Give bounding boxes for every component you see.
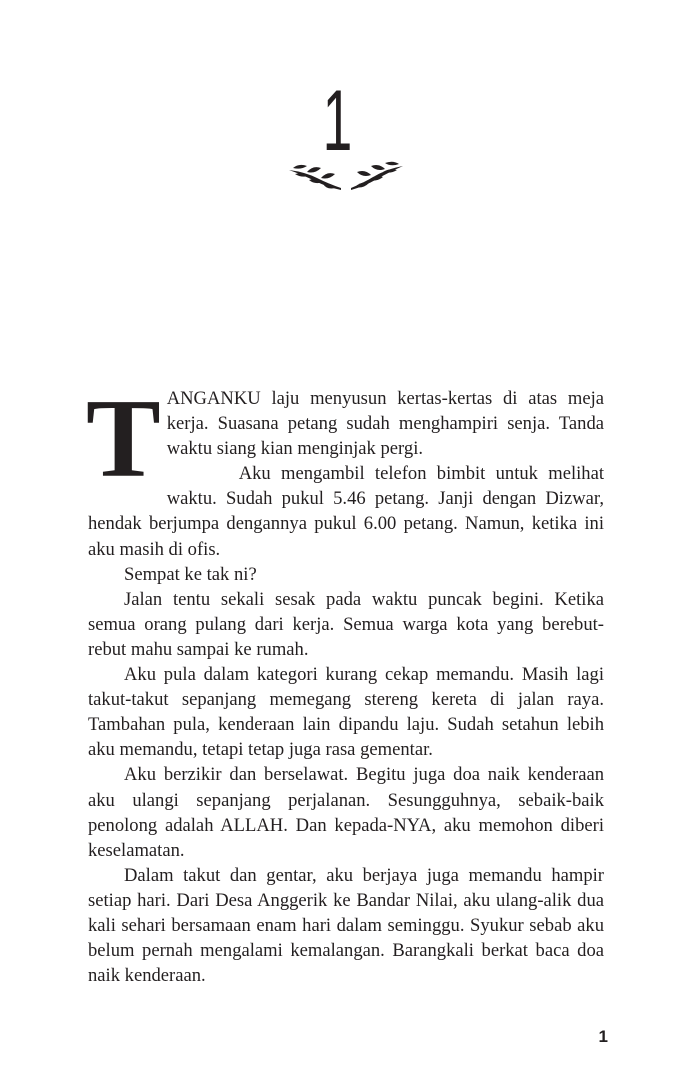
- paragraph: Aku pula dalam kategori kurang cekap memandu. Masih lagi takut-takut sepanjang memegang stereng kereta di jalan raya. Tambahan pula, kenderaan lain dipandu laju. Sudah setahun lebih aku memandu, tetapi tetap juga rasa gementar.: [88, 664, 604, 761]
- paragraph: Jalan tentu sekali sesak pada waktu puncak begini. Ketika semua orang pulang dari kerja. Semua warga kota yang berebut-rebut mahu sampai ke rumah.: [88, 588, 604, 660]
- paragraph: TANGANKU laju menyusun kertas-kertas di atas meja kerja. Suasana petang sudah menghampiri senja. Tanda waktu siang kian menginjak pergi.: [86, 377, 604, 501]
- chapter-text: [86, 377, 604, 988]
- paragraph: Dalam takut dan gentar, aku berjaya juga memandu hampir setiap hari. Dari Desa Anggerik ke Bandar Nilai, aku ulang-alik dua kali sehari bersamaan enam hari dalam seminggu. Syukur sebab aku belum pernah mengalami kemalangan. Barangkali berkat baca doa naik kenderaan.: [88, 864, 604, 987]
- paragraph: Aku mengambil telefon bimbit untuk melihat waktu. Sudah pukul 5.46 petang. Janji dengan Dizwar, hendak berjumpa dengannya pukul 6.00 petang. Namun, ketika ini aku masih di ofis.: [88, 463, 604, 560]
- paragraph: Aku berzikir dan berselawat. Begitu juga doa naik kenderaan aku ulangi sepanjang perjalanan. Sesungguhnya, sebaik-baik penolong adalah ALLAH. Dan kepada-NYA, aku memohon diberi keselamatan.: [88, 764, 604, 861]
- paragraph: Sempat ke tak ni?: [124, 563, 257, 585]
- drop-cap: T: [86, 377, 161, 501]
- page-number: 1: [598, 1027, 608, 1046]
- laurel-branches-icon: [287, 160, 405, 192]
- chapter-number: 1: [322, 73, 353, 169]
